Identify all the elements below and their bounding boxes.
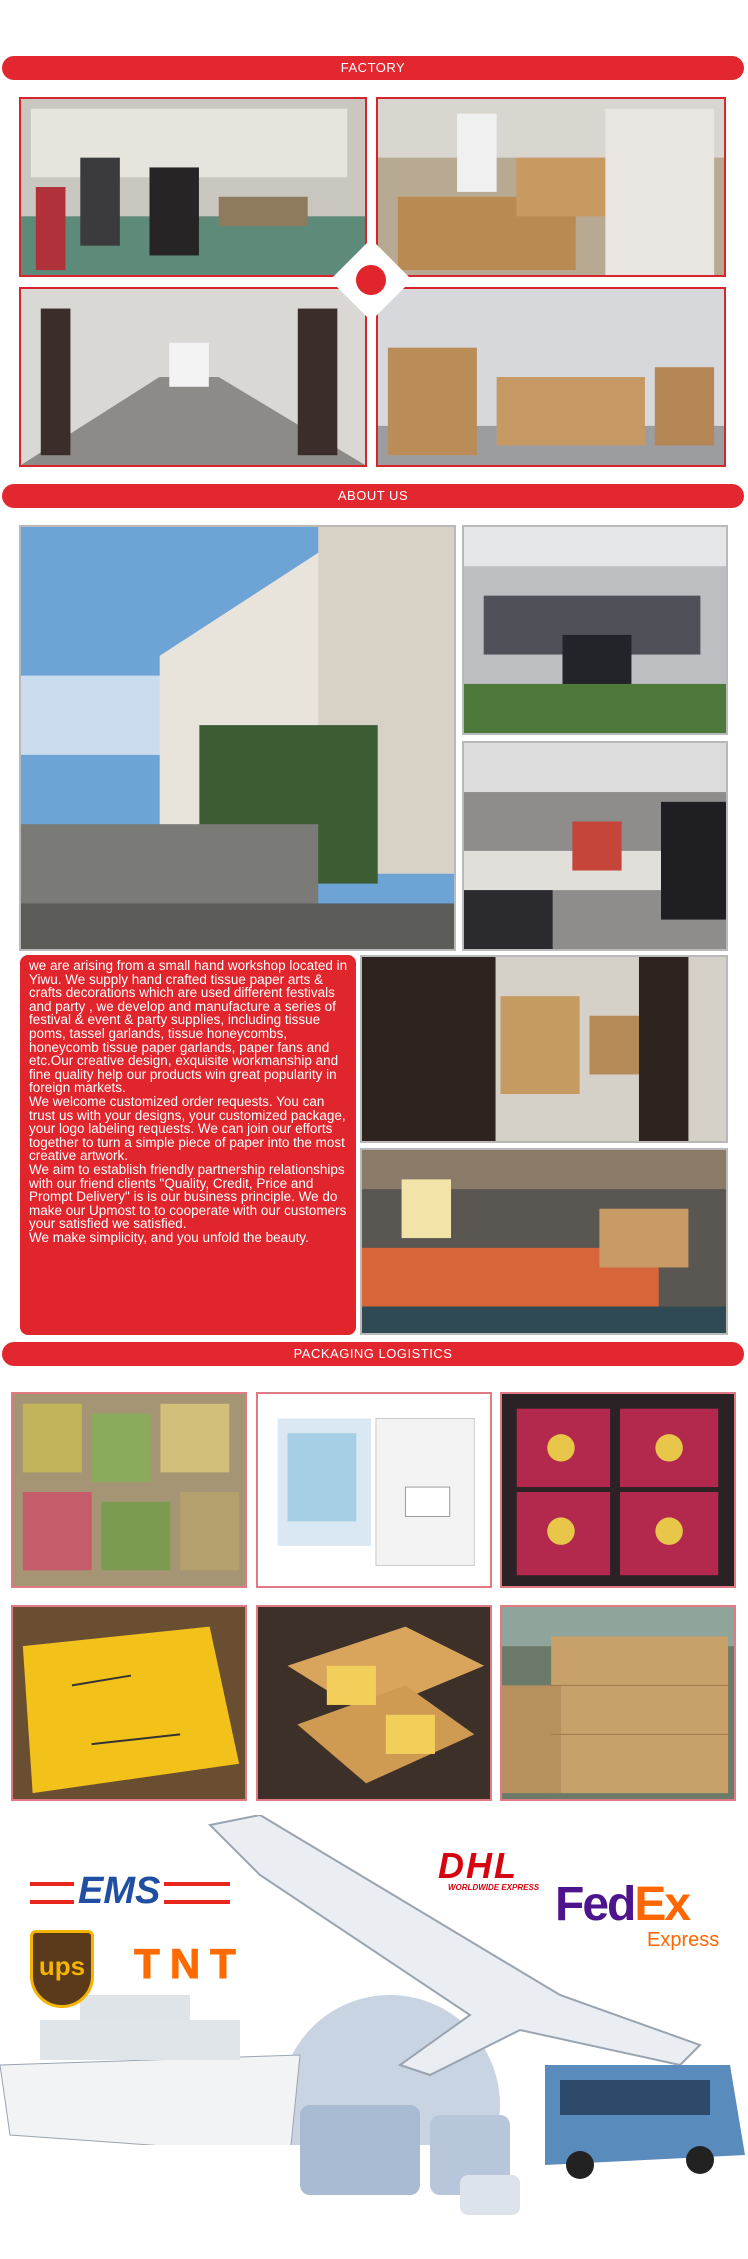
factory-workshop-photo: [19, 97, 367, 277]
factory-title: FACTORY: [340, 60, 406, 75]
fedex-ex-text: Ex: [634, 1878, 690, 1931]
factory-packing-photo: [376, 97, 726, 277]
fedex-logo: [555, 1877, 735, 1957]
packaging-bags-photo: [11, 1392, 247, 1588]
tnt-logo: [110, 1935, 270, 1993]
ems-text: EMS: [74, 1870, 164, 1913]
dhl-subtext: WORLDWIDE EXPRESS: [448, 1883, 540, 1892]
about-stock-photo: [360, 1148, 728, 1335]
factory-hallway-photo: [19, 287, 367, 467]
about-storage-room-photo: [360, 955, 728, 1143]
ems-logo: [30, 1870, 230, 1920]
about-paragraph-2: We welcome customized order requests. You can trust us with your designs, your customized package, your logo labeling requests. We can join our efforts together to turn a simple piece of paper into the most creative artwork.: [29, 1093, 346, 1164]
packaging-red-envelopes-photo: [500, 1392, 736, 1588]
factory-banner: [2, 56, 744, 80]
logistics-illustration: [0, 1815, 748, 2254]
about-office-photo-1: [462, 525, 728, 735]
packaging-retail-packs-photo: [256, 1392, 492, 1588]
fedex-express-text: Express: [647, 1929, 720, 1951]
fedex-fed-text: Fed: [555, 1878, 635, 1931]
about-title: ABOUT US: [337, 488, 409, 503]
packaging-cartons-photo: [256, 1605, 492, 1801]
about-paragraph-1: we are arising from a small hand workshop located in Yiwu. We supply hand crafted tissue paper arts & crafts decorations which are used different festivals and party , we develop and manufacture a series of festival & event & party supplies, including tissue poms, tassel garlands, tissue honeycombs, honeycomb tissue paper garlands, paper fans and etc.Our creative design, exquisite workmanship and fine quality help our products win great popularity in foreign markets.: [29, 958, 348, 1096]
factory-center-dot: [356, 265, 386, 295]
dhl-text: DHL: [438, 1845, 518, 1886]
about-banner: [2, 484, 744, 508]
about-description-card: [20, 955, 356, 1335]
tnt-text: TNT: [134, 1940, 246, 1987]
packaging-stacked-boxes-photo: [500, 1605, 736, 1801]
factory-warehouse-photo: [376, 287, 726, 467]
packaging-title: PACKAGING LOGISTICS: [293, 1346, 453, 1361]
about-paragraph-4: We make simplicity, and you unfold the beauty.: [29, 1229, 309, 1245]
packaging-yellow-parcel-photo: [11, 1605, 247, 1801]
about-office-photo-2: [462, 741, 728, 951]
about-building-photo: [19, 525, 456, 951]
about-paragraph-3: We aim to establish friendly partnership relationships with our friend clients "Quality, Credit, Price and Prompt Delivery" is is our business principle. We do make our Upmost to to cooperate with our customers your satisfied we satisfied.: [29, 1161, 347, 1232]
packaging-banner: [2, 1342, 744, 1366]
ups-text: ups: [38, 1951, 86, 1981]
ups-logo: [30, 1930, 94, 2008]
